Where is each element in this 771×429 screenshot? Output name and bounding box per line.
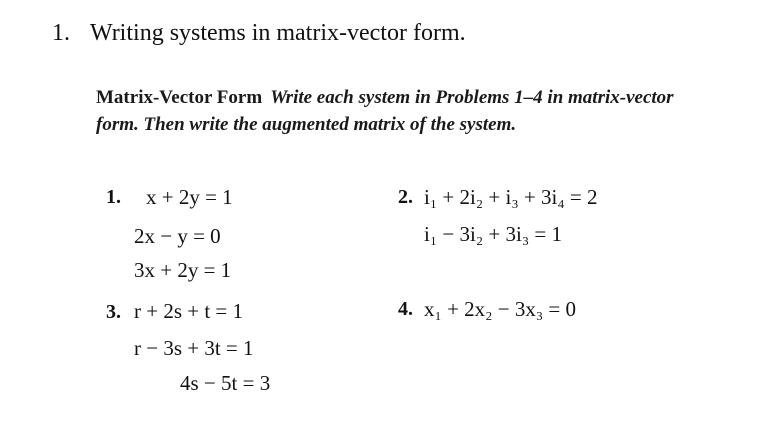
exercise-number: 1. (52, 20, 70, 46)
exercise-heading (52, 20, 466, 47)
problem-instructions (96, 84, 696, 138)
problem-2-label: 2. (398, 186, 413, 208)
problem-4-label: 4. (398, 298, 413, 320)
problem-4-equation-1: x₁ + 2x₂ − 3x₃ = 0 (424, 297, 576, 321)
problem-3-equation-3: 4s − 5t = 3 (180, 371, 271, 395)
problem-1-label: 1. (106, 186, 121, 208)
problem-1-equation-1: x + 2y = 1 (146, 185, 233, 209)
problem-3-label: 3. (106, 301, 121, 323)
problem-2-equation-1: i₁ + 2i₂ + i₃ + 3i₄ = 2 (424, 185, 598, 209)
section-heading: Matrix-Vector Form (96, 87, 263, 108)
problem-2-equation-2: i₁ − 3i₂ + 3i₃ = 1 (424, 222, 562, 246)
problem-3-equation-1: r + 2s + t = 1 (134, 299, 244, 323)
exercise-title: Writing systems in matrix-vector form. (90, 20, 466, 46)
problem-1-equation-3: 3x + 2y = 1 (134, 258, 232, 282)
problem-3-equation-2: r − 3s + 3t = 1 (134, 336, 254, 360)
problem-1-equation-2: 2x − y = 0 (134, 224, 221, 248)
instructions-text: Write each system in Problems 1–4 in matrix-vector form. Then write the augmented matrix of the system. (96, 87, 674, 135)
